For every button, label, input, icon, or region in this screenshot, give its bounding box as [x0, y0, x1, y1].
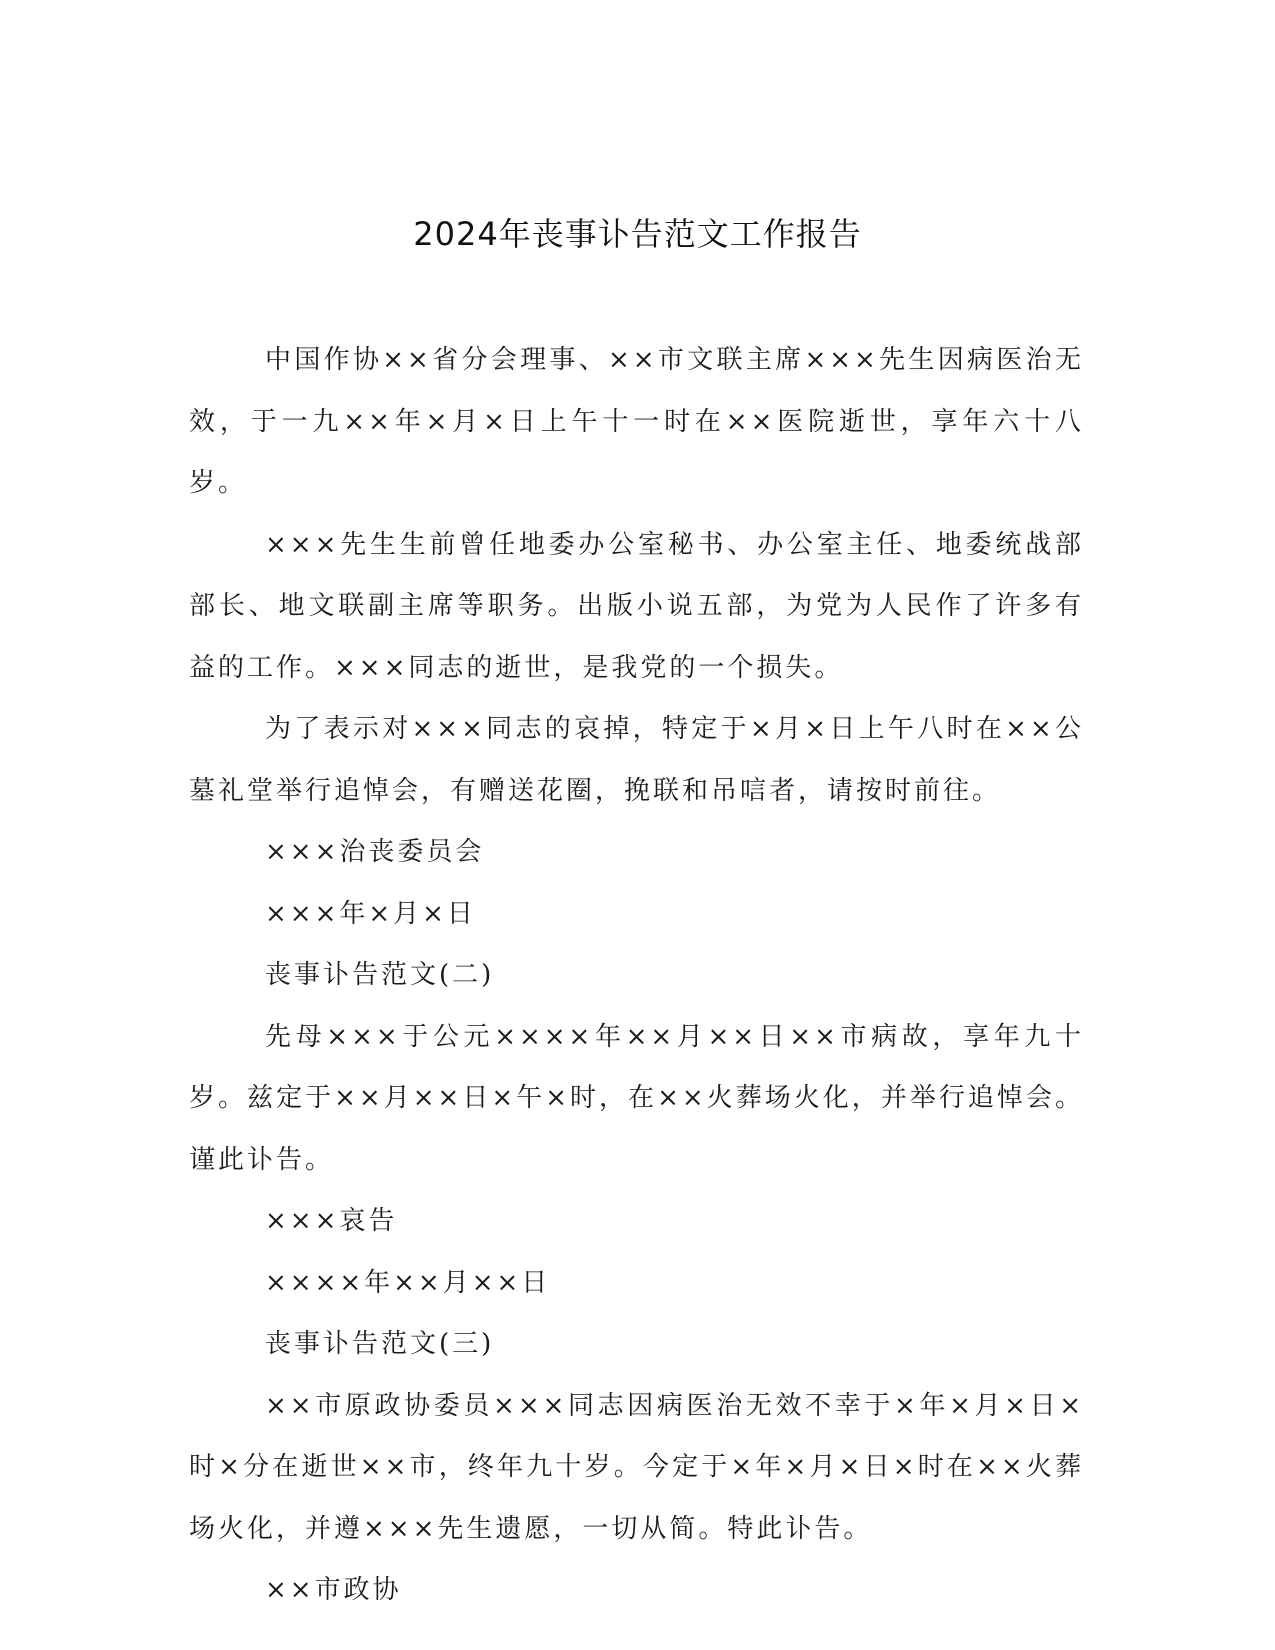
paragraph-career: ×××先生生前曾任地委办公室秘书、办公室主任、地委统战部部长、地文联副主席等职务。出版小说五部，为党为人民作了许多有益的工作。×××同志的逝世，是我党的一个损失。	[189, 529, 1084, 683]
signature-date: ×××年×月×日	[265, 898, 476, 929]
section-heading-3: 丧事讣告范文(三)	[265, 1329, 495, 1359]
signature-committee: ×××治丧委员会	[265, 837, 485, 867]
section-heading-2: 丧事讣告范文(二)	[265, 960, 495, 990]
date-sample-2: ××××年××月××日	[265, 1267, 551, 1298]
paragraph-memorial-notice: 为了表示对×××同志的哀掉，特定于×月×日上午八时在××公墓礼堂举行追悼会，有赠送花圈，挽联和吊唁者，请按时前往。	[189, 714, 1084, 806]
signature-sample-3: ××市政协	[265, 1575, 402, 1605]
paragraph-sample-3: ××市原政协委员×××同志因病医治无效不幸于×年×月×日×时×分在逝世××市，终年九十岁。今定于×年×月×日×时在××火葬场火化，并遵×××先生遗愿，一切从简。特此讣告。	[189, 1390, 1084, 1544]
document-title: 2024年丧事讣告范文工作报告	[413, 215, 862, 253]
paragraph-obituary-intro: 中国作协××省分会理事、××市文联主席×××先生因病医治无效，于一九××年×月×日上午十一时在××医院逝世，享年六十八岁。	[189, 345, 1084, 498]
signature-sample-2: ×××哀告	[265, 1206, 398, 1236]
paragraph-sample-2: 先母×××于公元××××年××月××日××市病故，享年九十岁。兹定于××月××日×午×时，在××火葬场火化，并举行追悼会。谨此讣告。	[189, 1021, 1084, 1175]
document-body	[189, 330, 1084, 1622]
